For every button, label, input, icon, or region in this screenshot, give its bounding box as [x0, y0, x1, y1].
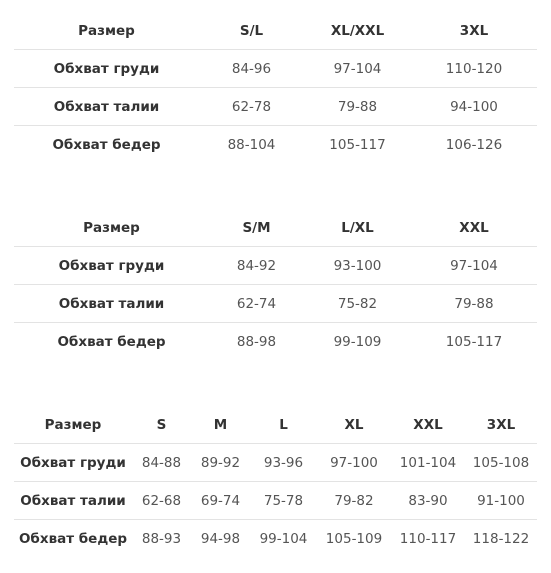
table-cell: 69-74: [191, 482, 250, 520]
table-cell: 97-104: [304, 50, 411, 88]
row-label: Обхват груди: [14, 50, 199, 88]
header-cell: XL/XXL: [330, 22, 385, 39]
header-cell: 3XL: [459, 22, 489, 39]
table-cell: 118-122: [465, 520, 537, 558]
header-cell: Размер: [78, 22, 135, 39]
table-cell: 79-88: [304, 88, 411, 126]
row-label: Обхват бедер: [14, 520, 132, 558]
table-cell: 91-100: [465, 482, 537, 520]
row-label: Обхват талии: [14, 285, 209, 323]
table-cell: 84-88: [132, 444, 191, 482]
table-cell: 97-104: [411, 247, 537, 285]
row-label: Обхват груди: [14, 247, 209, 285]
header-cell: Размер: [83, 219, 140, 236]
header-cell: S/L: [239, 22, 264, 39]
header-cell: L: [279, 416, 288, 433]
table-cell: 93-96: [250, 444, 317, 482]
table-cell: 62-78: [199, 88, 304, 126]
header-cell: XXL: [459, 219, 489, 236]
table-cell: 99-109: [304, 323, 411, 361]
table-row: [14, 126, 537, 164]
header-cell: L/XL: [341, 219, 374, 236]
table-cell: 94-100: [411, 88, 537, 126]
table-cell: 105-117: [411, 323, 537, 361]
table-header-row: [14, 209, 537, 247]
table-row: [14, 285, 537, 323]
table-row: [14, 444, 537, 482]
header-cell: Размер: [44, 416, 102, 433]
table-cell: 88-104: [199, 126, 304, 164]
table-cell: 88-98: [209, 323, 304, 361]
table-cell: 79-82: [317, 482, 391, 520]
table-cell: 84-96: [199, 50, 304, 88]
table-row: [14, 520, 537, 558]
table-cell: 62-74: [209, 285, 304, 323]
header-cell: M: [213, 416, 228, 433]
table-cell: 110-120: [411, 50, 537, 88]
table-cell: 105-108: [465, 444, 537, 482]
table-cell: 101-104: [391, 444, 465, 482]
size-table-2: [14, 209, 537, 360]
table-cell: 75-82: [304, 285, 411, 323]
table-cell: 93-100: [304, 247, 411, 285]
table-cell: 105-117: [304, 126, 411, 164]
table-cell: 83-90: [391, 482, 465, 520]
table-header-row: [14, 12, 537, 50]
row-label: Обхват бедер: [14, 323, 209, 361]
table-row: [14, 247, 537, 285]
table-row: [14, 50, 537, 88]
row-label: Обхват груди: [14, 444, 132, 482]
size-table-3: [14, 406, 537, 557]
table-cell: 79-88: [411, 285, 537, 323]
header-cell: S: [156, 416, 167, 433]
table-cell: 105-109: [317, 520, 391, 558]
table-cell: 89-92: [191, 444, 250, 482]
table-cell: 75-78: [250, 482, 317, 520]
header-cell: XL: [344, 416, 364, 433]
table-row: [14, 88, 537, 126]
header-cell: S/M: [242, 219, 271, 236]
table-cell: 62-68: [132, 482, 191, 520]
header-cell: XXL: [413, 416, 443, 433]
table-cell: 84-92: [209, 247, 304, 285]
table-cell: 88-93: [132, 520, 191, 558]
row-label: Обхват бедер: [14, 126, 199, 164]
table-cell: 97-100: [317, 444, 391, 482]
size-table-1: [14, 12, 537, 163]
header-cell: 3XL: [486, 416, 516, 433]
table-cell: 106-126: [411, 126, 537, 164]
table-header-row: [14, 406, 537, 444]
table-cell: 99-104: [250, 520, 317, 558]
table-cell: 110-117: [391, 520, 465, 558]
row-label: Обхват талии: [14, 88, 199, 126]
table-row: [14, 323, 537, 361]
table-row: [14, 482, 537, 520]
table-cell: 94-98: [191, 520, 250, 558]
row-label: Обхват талии: [14, 482, 132, 520]
